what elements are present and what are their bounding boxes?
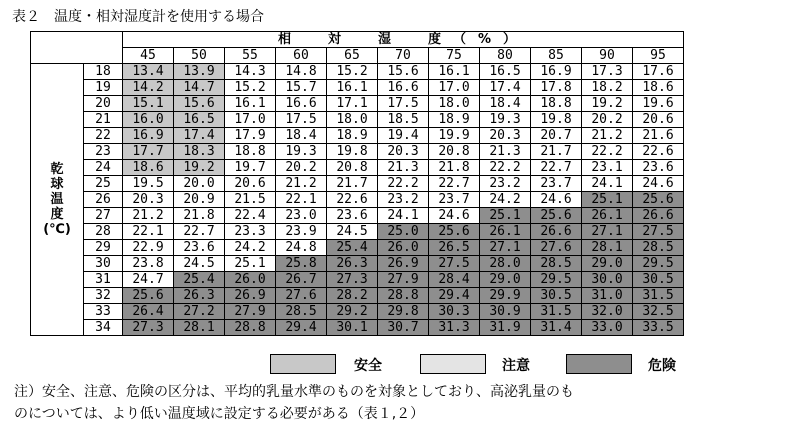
thi-value-cell: 26.6 — [531, 224, 582, 240]
thi-value-cell: 22.6 — [327, 192, 378, 208]
legend-swatch-danger — [566, 354, 632, 374]
thi-value-cell: 28.5 — [276, 304, 327, 320]
thi-value-cell: 15.2 — [327, 64, 378, 80]
table-row — [31, 304, 684, 320]
table-row — [31, 272, 684, 288]
table-title: 表２ 温度・相対湿度計を使用する場合 — [12, 9, 264, 25]
thi-value-cell: 30.1 — [327, 320, 378, 336]
thi-value-cell: 31.5 — [633, 288, 684, 304]
thi-value-cell: 28.1 — [174, 320, 225, 336]
rh-value-header: 90 — [582, 48, 633, 64]
temp-cell: 18 — [84, 64, 123, 80]
thi-value-cell: 17.3 — [582, 64, 633, 80]
thi-value-cell: 15.7 — [276, 80, 327, 96]
table-row — [31, 160, 684, 176]
rh-value-header: 80 — [480, 48, 531, 64]
rh-header-title: 相 対 湿 度（%） — [123, 32, 684, 48]
thi-value-cell: 27.3 — [327, 272, 378, 288]
thi-value-cell: 30.5 — [633, 272, 684, 288]
thi-value-cell: 21.2 — [123, 208, 174, 224]
thi-value-cell: 20.6 — [633, 112, 684, 128]
thi-value-cell: 28.5 — [633, 240, 684, 256]
thi-value-cell: 23.1 — [582, 160, 633, 176]
thi-value-cell: 21.7 — [531, 144, 582, 160]
temp-cell: 26 — [84, 192, 123, 208]
thi-value-cell: 17.9 — [225, 128, 276, 144]
side-label-char: 乾 — [50, 162, 64, 177]
thi-value-cell: 31.0 — [582, 288, 633, 304]
temp-cell: 25 — [84, 176, 123, 192]
thi-value-cell: 17.7 — [123, 144, 174, 160]
thi-value-cell: 29.4 — [429, 288, 480, 304]
thi-value-cell: 18.9 — [429, 112, 480, 128]
thi-value-cell: 14.2 — [123, 80, 174, 96]
thi-value-cell: 30.0 — [582, 272, 633, 288]
thi-value-cell: 25.6 — [531, 208, 582, 224]
side-label-char: 度 — [50, 207, 64, 222]
temp-cell: 28 — [84, 224, 123, 240]
thi-value-cell: 23.9 — [276, 224, 327, 240]
table-row — [31, 80, 684, 96]
thi-value-cell: 21.3 — [378, 160, 429, 176]
rh-value-header: 60 — [276, 48, 327, 64]
rh-value-header: 65 — [327, 48, 378, 64]
temp-cell: 22 — [84, 128, 123, 144]
thi-value-cell: 23.6 — [174, 240, 225, 256]
thi-value-cell: 22.1 — [123, 224, 174, 240]
table-row — [31, 144, 684, 160]
thi-value-cell: 19.2 — [174, 160, 225, 176]
thi-value-cell: 22.9 — [123, 240, 174, 256]
thi-value-cell: 22.2 — [480, 160, 531, 176]
thi-value-cell: 16.5 — [174, 112, 225, 128]
table-row — [31, 128, 684, 144]
table-row — [31, 192, 684, 208]
thi-value-cell: 20.8 — [327, 160, 378, 176]
temp-cell: 19 — [84, 80, 123, 96]
thi-value-cell: 16.6 — [276, 96, 327, 112]
thi-value-cell: 25.6 — [123, 288, 174, 304]
thi-value-cell: 25.1 — [582, 192, 633, 208]
thi-value-cell: 18.0 — [429, 96, 480, 112]
thi-table — [30, 31, 684, 336]
rh-value-header: 45 — [123, 48, 174, 64]
thi-value-cell: 29.9 — [480, 288, 531, 304]
thi-value-cell: 30.9 — [480, 304, 531, 320]
thi-value-cell: 27.6 — [276, 288, 327, 304]
thi-value-cell: 26.5 — [429, 240, 480, 256]
thi-value-cell: 18.0 — [327, 112, 378, 128]
thi-value-cell: 27.1 — [480, 240, 531, 256]
thi-value-cell: 33.0 — [582, 320, 633, 336]
thi-value-cell: 29.5 — [531, 272, 582, 288]
thi-value-cell: 26.1 — [582, 208, 633, 224]
thi-value-cell: 20.9 — [174, 192, 225, 208]
thi-value-cell: 27.9 — [225, 304, 276, 320]
thi-value-cell: 27.6 — [531, 240, 582, 256]
thi-value-cell: 17.8 — [531, 80, 582, 96]
thi-value-cell: 21.7 — [327, 176, 378, 192]
thi-value-cell: 23.7 — [429, 192, 480, 208]
thi-value-cell: 20.2 — [582, 112, 633, 128]
thi-value-cell: 22.2 — [582, 144, 633, 160]
thi-value-cell: 23.6 — [633, 160, 684, 176]
footnote-line-1: 注）安全、注意、危険の区分は、平均的乳量水準のものを対象としており、高泌乳量のも — [14, 384, 574, 400]
temp-cell: 29 — [84, 240, 123, 256]
thi-value-cell: 15.6 — [378, 64, 429, 80]
thi-value-cell: 22.7 — [174, 224, 225, 240]
thi-value-cell: 29.5 — [633, 256, 684, 272]
thi-value-cell: 23.3 — [225, 224, 276, 240]
temp-cell: 24 — [84, 160, 123, 176]
thi-value-cell: 29.4 — [276, 320, 327, 336]
thi-value-cell: 25.6 — [633, 192, 684, 208]
thi-value-cell: 19.9 — [429, 128, 480, 144]
thi-value-cell: 26.6 — [633, 208, 684, 224]
temp-cell: 34 — [84, 320, 123, 336]
table-row — [31, 320, 684, 336]
thi-value-cell: 22.7 — [429, 176, 480, 192]
thi-value-cell: 28.0 — [480, 256, 531, 272]
footnote-line-2: のについては、より低い温度域に設定する必要がある（表１,２） — [14, 406, 425, 422]
thi-value-cell: 23.2 — [378, 192, 429, 208]
thi-value-cell: 24.6 — [531, 192, 582, 208]
thi-value-cell: 31.5 — [531, 304, 582, 320]
thi-value-cell: 17.6 — [633, 64, 684, 80]
thi-value-cell: 18.5 — [378, 112, 429, 128]
thi-value-cell: 28.8 — [378, 288, 429, 304]
side-label-char: (℃) — [43, 222, 71, 237]
thi-value-cell: 15.6 — [174, 96, 225, 112]
thi-value-cell: 20.0 — [174, 176, 225, 192]
thi-value-cell: 16.9 — [123, 128, 174, 144]
thi-value-cell: 23.7 — [531, 176, 582, 192]
thi-value-cell: 21.6 — [633, 128, 684, 144]
thi-value-cell: 20.8 — [429, 144, 480, 160]
header-row-title — [31, 32, 684, 48]
thi-value-cell: 17.1 — [327, 96, 378, 112]
temp-cell: 20 — [84, 96, 123, 112]
temp-cell: 30 — [84, 256, 123, 272]
thi-value-cell: 30.3 — [429, 304, 480, 320]
thi-value-cell: 14.3 — [225, 64, 276, 80]
rh-value-header: 95 — [633, 48, 684, 64]
thi-value-cell: 29.0 — [480, 272, 531, 288]
thi-value-cell: 27.2 — [174, 304, 225, 320]
thi-value-cell: 25.4 — [174, 272, 225, 288]
rh-value-header: 50 — [174, 48, 225, 64]
thi-value-cell: 26.0 — [378, 240, 429, 256]
thi-value-cell: 19.7 — [225, 160, 276, 176]
thi-value-cell: 31.9 — [480, 320, 531, 336]
table-row — [31, 112, 684, 128]
thi-value-cell: 18.4 — [480, 96, 531, 112]
thi-value-cell: 20.6 — [225, 176, 276, 192]
thi-value-cell: 32.0 — [582, 304, 633, 320]
table-row — [31, 240, 684, 256]
thi-value-cell: 21.8 — [174, 208, 225, 224]
thi-value-cell: 16.1 — [429, 64, 480, 80]
thi-value-cell: 22.4 — [225, 208, 276, 224]
table-row — [31, 288, 684, 304]
table-row — [31, 224, 684, 240]
thi-value-cell: 20.3 — [123, 192, 174, 208]
thi-value-cell: 25.8 — [276, 256, 327, 272]
temp-cell: 23 — [84, 144, 123, 160]
thi-value-cell: 32.5 — [633, 304, 684, 320]
thi-value-cell: 28.4 — [429, 272, 480, 288]
table-row — [31, 256, 684, 272]
thi-value-cell: 24.5 — [327, 224, 378, 240]
thi-value-cell: 16.1 — [327, 80, 378, 96]
thi-value-cell: 25.1 — [480, 208, 531, 224]
thi-value-cell: 17.5 — [276, 112, 327, 128]
thi-value-cell: 22.1 — [276, 192, 327, 208]
thi-value-cell: 28.5 — [531, 256, 582, 272]
thi-value-cell: 22.2 — [378, 176, 429, 192]
temp-cell: 27 — [84, 208, 123, 224]
thi-value-cell: 26.0 — [225, 272, 276, 288]
thi-value-cell: 17.4 — [174, 128, 225, 144]
thi-value-cell: 27.5 — [633, 224, 684, 240]
thi-value-cell: 24.6 — [429, 208, 480, 224]
thi-value-cell: 30.7 — [378, 320, 429, 336]
thi-value-cell: 21.5 — [225, 192, 276, 208]
thi-value-cell: 18.8 — [531, 96, 582, 112]
thi-value-cell: 28.1 — [582, 240, 633, 256]
legend-label-danger: 危険 — [648, 358, 676, 374]
thi-value-cell: 18.6 — [633, 80, 684, 96]
thi-value-cell: 15.1 — [123, 96, 174, 112]
thi-value-cell: 26.3 — [327, 256, 378, 272]
thi-value-cell: 27.3 — [123, 320, 174, 336]
legend — [270, 354, 790, 376]
thi-value-cell: 18.6 — [123, 160, 174, 176]
thi-value-cell: 26.9 — [378, 256, 429, 272]
thi-value-cell: 17.0 — [429, 80, 480, 96]
thi-value-cell: 13.9 — [174, 64, 225, 80]
thi-value-cell: 21.8 — [429, 160, 480, 176]
rh-value-header: 85 — [531, 48, 582, 64]
thi-value-cell: 25.0 — [378, 224, 429, 240]
thi-value-cell: 27.5 — [429, 256, 480, 272]
thi-value-cell: 19.6 — [633, 96, 684, 112]
thi-value-cell: 26.7 — [276, 272, 327, 288]
thi-value-cell: 26.1 — [480, 224, 531, 240]
thi-value-cell: 18.2 — [582, 80, 633, 96]
thi-value-cell: 16.6 — [378, 80, 429, 96]
rh-value-header: 55 — [225, 48, 276, 64]
thi-value-cell: 22.6 — [633, 144, 684, 160]
thi-value-cell: 30.5 — [531, 288, 582, 304]
side-label-char: 温 — [50, 192, 64, 207]
thi-value-cell: 21.2 — [276, 176, 327, 192]
thi-value-cell: 25.1 — [225, 256, 276, 272]
table-row — [31, 176, 684, 192]
thi-value-cell: 13.4 — [123, 64, 174, 80]
thi-value-cell: 24.2 — [480, 192, 531, 208]
legend-swatch-safe — [270, 354, 336, 374]
side-label-char: 球 — [50, 177, 64, 192]
legend-label-caution: 注意 — [502, 358, 530, 374]
thi-value-cell: 25.6 — [429, 224, 480, 240]
thi-value-cell: 23.8 — [123, 256, 174, 272]
thi-value-cell: 26.3 — [174, 288, 225, 304]
rh-value-header: 70 — [378, 48, 429, 64]
thi-value-cell: 25.4 — [327, 240, 378, 256]
thi-value-cell: 28.8 — [225, 320, 276, 336]
thi-value-cell: 26.9 — [225, 288, 276, 304]
thi-value-cell: 16.0 — [123, 112, 174, 128]
thi-value-cell: 24.5 — [174, 256, 225, 272]
thi-value-cell: 16.9 — [531, 64, 582, 80]
thi-value-cell: 20.7 — [531, 128, 582, 144]
thi-value-cell: 19.8 — [327, 144, 378, 160]
thi-value-cell: 31.3 — [429, 320, 480, 336]
temp-cell: 33 — [84, 304, 123, 320]
thi-value-cell: 21.3 — [480, 144, 531, 160]
thi-value-cell: 26.4 — [123, 304, 174, 320]
thi-value-cell: 17.4 — [480, 80, 531, 96]
thi-value-cell: 18.8 — [225, 144, 276, 160]
thi-value-cell: 23.6 — [327, 208, 378, 224]
thi-value-cell: 20.3 — [480, 128, 531, 144]
thi-value-cell: 24.7 — [123, 272, 174, 288]
thi-value-cell: 24.8 — [276, 240, 327, 256]
thi-value-cell: 19.4 — [378, 128, 429, 144]
dry-bulb-temp-label — [31, 64, 84, 336]
thi-value-cell: 18.9 — [327, 128, 378, 144]
thi-value-cell: 27.1 — [582, 224, 633, 240]
legend-swatch-caution — [420, 354, 486, 374]
temp-cell: 31 — [84, 272, 123, 288]
temp-cell: 21 — [84, 112, 123, 128]
thi-value-cell: 18.3 — [174, 144, 225, 160]
thi-value-cell: 24.1 — [582, 176, 633, 192]
thi-value-cell: 23.2 — [480, 176, 531, 192]
thi-value-cell: 19.8 — [531, 112, 582, 128]
thi-value-cell: 19.3 — [480, 112, 531, 128]
thi-value-cell: 28.2 — [327, 288, 378, 304]
thi-value-cell: 16.5 — [480, 64, 531, 80]
thi-value-cell: 20.2 — [276, 160, 327, 176]
thi-value-cell: 24.1 — [378, 208, 429, 224]
thi-value-cell: 23.0 — [276, 208, 327, 224]
thi-value-cell: 16.1 — [225, 96, 276, 112]
thi-value-cell: 19.5 — [123, 176, 174, 192]
thi-value-cell: 29.8 — [378, 304, 429, 320]
thi-value-cell: 24.2 — [225, 240, 276, 256]
table-row — [31, 96, 684, 112]
thi-value-cell: 19.2 — [582, 96, 633, 112]
thi-value-cell: 31.4 — [531, 320, 582, 336]
thi-value-cell: 20.3 — [378, 144, 429, 160]
thi-value-cell: 22.7 — [531, 160, 582, 176]
header-row-values — [31, 48, 684, 64]
legend-label-safe: 安全 — [354, 358, 382, 374]
thi-value-cell: 27.9 — [378, 272, 429, 288]
thi-value-cell: 21.2 — [582, 128, 633, 144]
thi-value-cell: 14.8 — [276, 64, 327, 80]
thi-value-cell: 24.6 — [633, 176, 684, 192]
table-row — [31, 64, 684, 80]
thi-value-cell: 14.7 — [174, 80, 225, 96]
thi-value-cell: 15.2 — [225, 80, 276, 96]
thi-value-cell: 18.4 — [276, 128, 327, 144]
thi-value-cell: 29.2 — [327, 304, 378, 320]
thi-value-cell: 33.5 — [633, 320, 684, 336]
thi-value-cell: 17.5 — [378, 96, 429, 112]
corner-cell — [31, 32, 123, 64]
thi-value-cell: 19.3 — [276, 144, 327, 160]
rh-value-header: 75 — [429, 48, 480, 64]
thi-value-cell: 17.0 — [225, 112, 276, 128]
table-row — [31, 208, 684, 224]
thi-value-cell: 29.0 — [582, 256, 633, 272]
temp-cell: 32 — [84, 288, 123, 304]
